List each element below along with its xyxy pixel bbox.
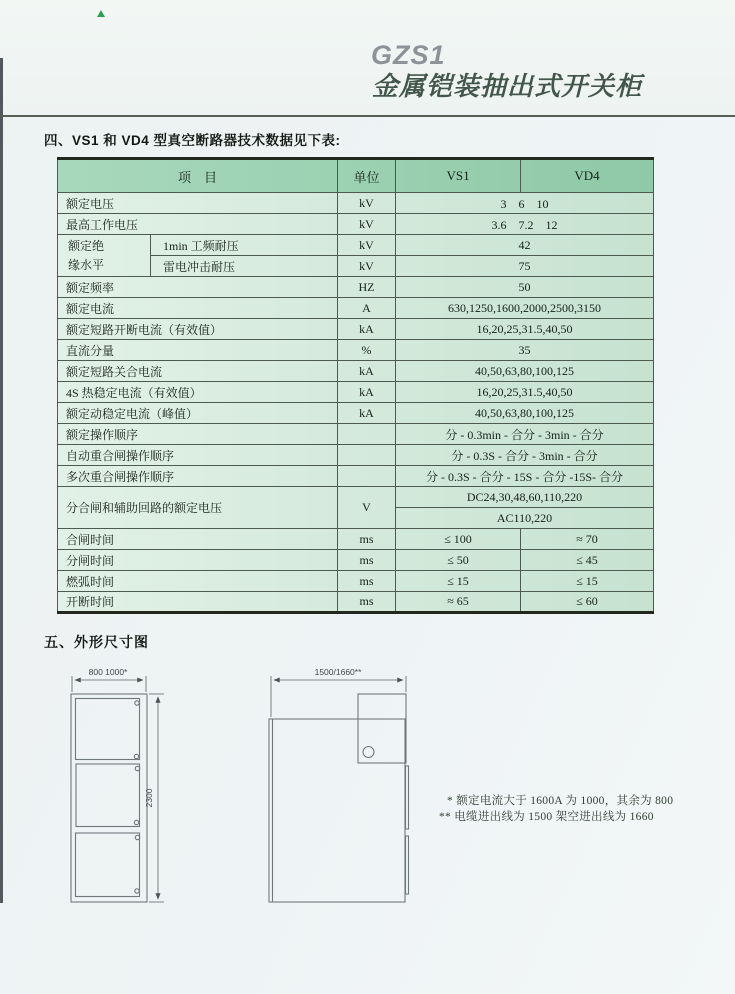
side-view	[269, 694, 409, 902]
item-cell: 雷电冲击耐压	[151, 256, 338, 277]
table-row	[58, 298, 654, 319]
value-cell: 42	[396, 235, 654, 256]
unit-cell	[338, 424, 396, 445]
item-cell: 分合闸和辅助回路的额定电压	[58, 487, 338, 529]
unit-cell: kA	[338, 382, 396, 403]
green-triangle-marker	[97, 10, 105, 17]
front-view	[71, 694, 147, 902]
unit-cell: kA	[338, 403, 396, 424]
section-4-heading: 四、VS1 和 VD4 型真空断路器技术数据见下表:	[44, 133, 341, 148]
vd4-value-cell: ≤ 15	[521, 571, 654, 592]
table-row	[58, 382, 654, 403]
value-cell: AC110,220	[396, 508, 654, 529]
item-cell: 4S 热稳定电流（有效值）	[58, 382, 338, 403]
dimension-lines	[72, 676, 406, 902]
item-cell: 额定操作顺序	[58, 424, 338, 445]
rear-panel-strip	[406, 836, 409, 894]
unit-cell: kV	[338, 256, 396, 277]
cabinet-outline	[71, 694, 147, 902]
front-height-dim-label: 2300	[144, 788, 154, 808]
door-knob-icon	[135, 701, 139, 705]
footnote-2: ** 电缆进出线为 1500 架空进出线为 1660	[439, 811, 654, 823]
value-cell: 16,20,25,31.5,40,50	[396, 382, 654, 403]
value-cell: 16,20,25,31.5,40,50	[396, 319, 654, 340]
table-header-row	[58, 159, 654, 193]
front-width-dim-label: 800 1000*	[88, 667, 128, 677]
table-row	[58, 340, 654, 361]
lv-compartment-box	[358, 694, 406, 763]
unit-cell: kV	[338, 214, 396, 235]
col-header-item: 项 目	[58, 159, 338, 193]
table-row	[58, 424, 654, 445]
item-cell: 多次重合闸操作顺序	[58, 466, 338, 487]
door-panel-bottom	[76, 833, 140, 897]
side-width-dim-label: 1500/1660**	[314, 667, 362, 677]
item-cell: 额定电压	[58, 193, 338, 214]
unit-cell: kA	[338, 361, 396, 382]
item-cell: 直流分量	[58, 340, 338, 361]
unit-cell: HZ	[338, 277, 396, 298]
door-knob-icon	[134, 820, 138, 824]
table-row	[58, 361, 654, 382]
table-row	[58, 193, 654, 214]
value-cell: 分 - 0.3S - 合分 - 15S - 合分 -15S- 合分	[396, 466, 654, 487]
item-cell: 合闸时间	[58, 529, 338, 550]
door-panel-middle	[76, 764, 140, 827]
item-group-label: 额定绝缘水平	[68, 238, 105, 272]
table-row	[58, 319, 654, 340]
table-row	[58, 487, 654, 508]
vd4-value-cell: ≤ 60	[521, 592, 654, 613]
unit-cell: ms	[338, 571, 396, 592]
item-cell: 额定短路开断电流（有效值）	[58, 319, 338, 340]
item-cell: 自动重合闸操作顺序	[58, 445, 338, 466]
table-row	[58, 592, 654, 613]
vs1-value-cell: ≤ 15	[396, 571, 521, 592]
value-cell: 3.6 7.2 12	[396, 214, 654, 235]
item-cell: 额定动稳定电流（峰值）	[58, 403, 338, 424]
table-row	[58, 529, 654, 550]
table-row	[58, 466, 654, 487]
value-cell: DC24,30,48,60,110,220	[396, 487, 654, 508]
table-row	[58, 214, 654, 235]
value-cell: 75	[396, 256, 654, 277]
item-cell: 开断时间	[58, 592, 338, 613]
unit-cell: kV	[338, 235, 396, 256]
table-row	[58, 403, 654, 424]
value-cell: 40,50,63,80,100,125	[396, 361, 654, 382]
cabinet-body-outline	[269, 719, 405, 902]
item-cell: 额定频率	[58, 277, 338, 298]
item-cell: 额定短路关合电流	[58, 361, 338, 382]
compartment-knob-icon	[363, 747, 374, 758]
value-cell: 分 - 0.3S - 合分 - 3min - 合分	[396, 445, 654, 466]
unit-cell: V	[338, 487, 396, 529]
value-cell: 35	[396, 340, 654, 361]
vd4-value-cell: ≈ 70	[521, 529, 654, 550]
item-cell: 额定电流	[58, 298, 338, 319]
unit-cell: %	[338, 340, 396, 361]
product-name-title: 金属铠装抽出式开关柜	[372, 71, 643, 101]
header-divider	[0, 115, 735, 117]
table-row	[58, 550, 654, 571]
value-cell: 630,1250,1600,2000,2500,3150	[396, 298, 654, 319]
rear-panel-strip	[406, 766, 409, 829]
door-knob-icon	[135, 889, 139, 893]
unit-cell	[338, 445, 396, 466]
vd4-value-cell: ≤ 45	[521, 550, 654, 571]
vs1-value-cell: ≈ 65	[396, 592, 521, 613]
value-cell: 50	[396, 277, 654, 298]
product-model-title: GZS1	[371, 40, 446, 70]
door-panel-top	[76, 699, 140, 760]
table-row	[58, 445, 654, 466]
table-row	[58, 277, 654, 298]
value-cell: 40,50,63,80,100,125	[396, 403, 654, 424]
item-cell: 燃弧时间	[58, 571, 338, 592]
vs1-value-cell: ≤ 100	[396, 529, 521, 550]
value-cell: 3 6 10	[396, 193, 654, 214]
col-header-vd4: VD4	[521, 159, 654, 193]
section-5-heading: 五、外形尺寸图	[44, 634, 149, 650]
item-cell: 分闸时间	[58, 550, 338, 571]
footnote-1: * 额定电流大于 1600A 为 1000，其余为 800	[447, 795, 674, 807]
unit-cell: kV	[338, 193, 396, 214]
value-cell: 分 - 0.3min - 合分 - 3min - 合分	[396, 424, 654, 445]
unit-cell: ms	[338, 550, 396, 571]
col-header-unit: 单位	[338, 159, 396, 193]
unit-cell: ms	[338, 592, 396, 613]
door-knob-icon	[134, 754, 138, 758]
unit-cell	[338, 466, 396, 487]
unit-cell: ms	[338, 529, 396, 550]
unit-cell: A	[338, 298, 396, 319]
technical-data-table	[57, 157, 654, 614]
unit-cell: kA	[338, 319, 396, 340]
table-row	[58, 235, 654, 256]
item-group-cell	[58, 235, 151, 277]
table-row	[58, 571, 654, 592]
col-header-vs1: VS1	[396, 159, 521, 193]
vs1-value-cell: ≤ 50	[396, 550, 521, 571]
item-cell: 1min 工频耐压	[151, 235, 338, 256]
item-cell: 最高工作电压	[58, 214, 338, 235]
